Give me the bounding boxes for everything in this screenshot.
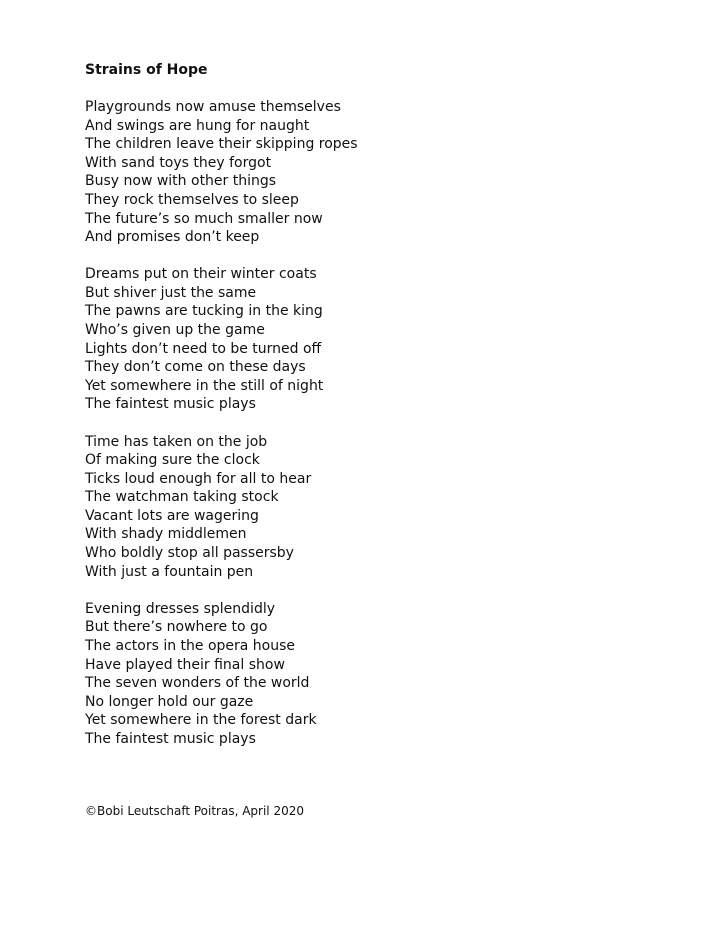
poem-line: Of making sure the clock bbox=[85, 452, 260, 469]
stanza-1 bbox=[85, 98, 685, 247]
stanza-3 bbox=[85, 433, 685, 582]
poem-line: Busy now with other things bbox=[85, 173, 277, 190]
poem-line: The seven wonders of the world bbox=[85, 675, 310, 692]
poem-line: With shady middlemen bbox=[85, 526, 247, 543]
poem-line: Have played their final show bbox=[85, 656, 285, 673]
poem-line: Evening dresses splendidly bbox=[85, 600, 276, 617]
poem-line: Playgrounds now amuse themselves bbox=[85, 99, 341, 115]
poem-line: With just a fountain pen bbox=[85, 563, 254, 580]
poem-line: Yet somewhere in the forest dark bbox=[85, 712, 317, 729]
poem-line: The future’s so much smaller now bbox=[85, 210, 323, 227]
poem-line: Lights don’t need to be turned off bbox=[85, 340, 322, 357]
poem-line: The pawns are tucking in the king bbox=[85, 303, 323, 320]
poem-line: With sand toys they forgot bbox=[85, 154, 272, 171]
poem-line: Who’s given up the game bbox=[85, 322, 265, 339]
poem-line: The faintest music plays bbox=[85, 730, 256, 747]
poem-title: Strains of Hope bbox=[85, 62, 208, 78]
poem-line: The watchman taking stock bbox=[85, 489, 279, 506]
poem-line: Who boldly stop all passersby bbox=[85, 545, 294, 562]
poem-line: And promises don’t keep bbox=[85, 229, 260, 246]
poem-body bbox=[85, 61, 685, 767]
poem-line: The children leave their skipping ropes bbox=[85, 136, 358, 153]
copyright-notice: ©Bobi Leutschaft Poitras, April 2020 bbox=[85, 804, 304, 818]
poem-line: Yet somewhere in the still of night bbox=[85, 377, 324, 394]
poem-line: They rock themselves to sleep bbox=[85, 191, 299, 208]
poem-line: The actors in the opera house bbox=[85, 637, 296, 654]
poem-line: And swings are hung for naught bbox=[85, 117, 310, 134]
poem-line: But there’s nowhere to go bbox=[85, 619, 268, 636]
poem-line: Dreams put on their winter coats bbox=[85, 266, 317, 283]
stanza-4 bbox=[85, 600, 685, 749]
poem-line: Ticks loud enough for all to hear bbox=[85, 470, 312, 487]
poem-line: The faintest music plays bbox=[85, 396, 256, 413]
stanza-2 bbox=[85, 265, 685, 414]
poem-line: Time has taken on the job bbox=[85, 433, 268, 450]
poem-line: They don’t come on these days bbox=[85, 359, 306, 376]
poem-line: No longer hold our gaze bbox=[85, 693, 254, 710]
poem-line: Vacant lots are wagering bbox=[85, 507, 259, 524]
poem-line: But shiver just the same bbox=[85, 284, 257, 301]
